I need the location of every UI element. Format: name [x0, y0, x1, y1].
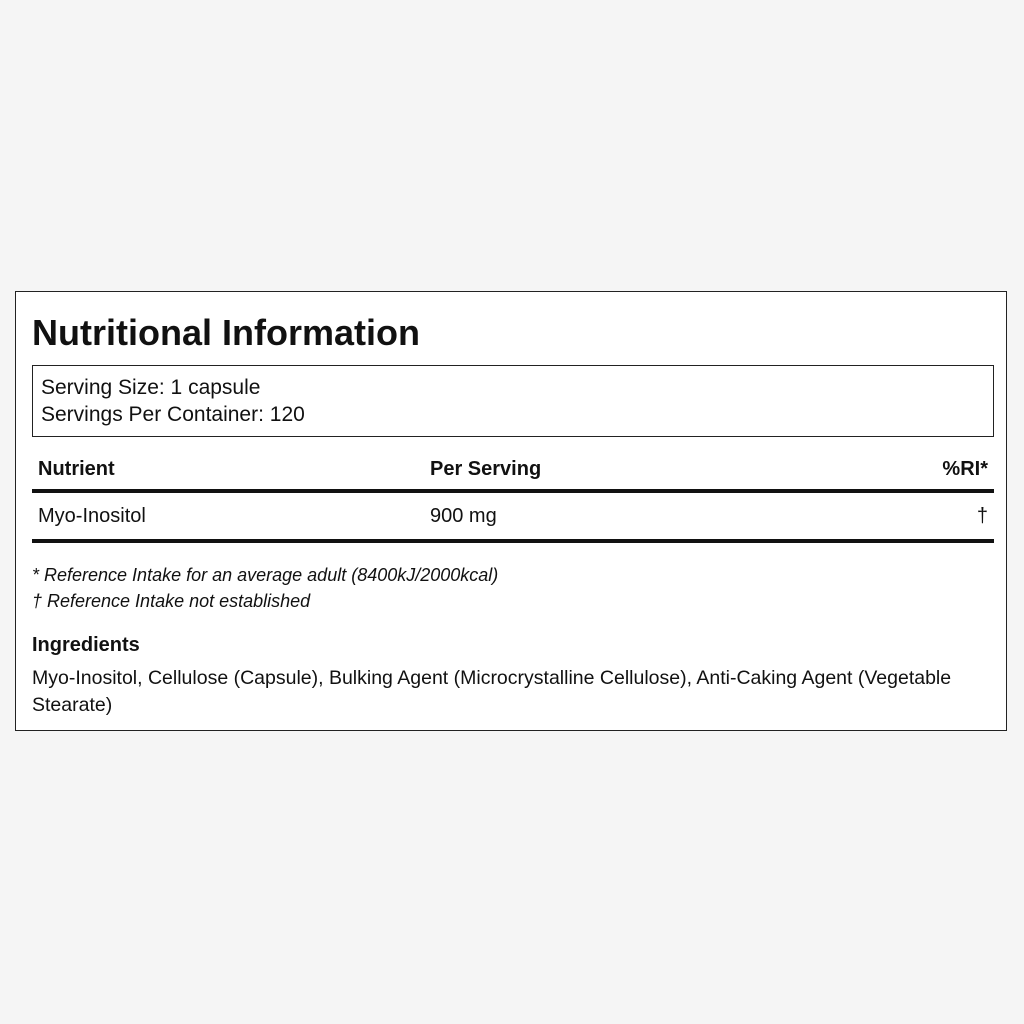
footnotes	[32, 562, 994, 614]
nutrition-label	[15, 291, 1007, 731]
ingredients-list: Myo-Inositol, Cellulose (Capsule), Bulking Agent (Microcrystalline Cellulose), Anti-Caking Agent (Vegetable Stearate)	[32, 667, 952, 716]
label-title: Nutritional Information	[32, 312, 420, 353]
table-header-row	[32, 449, 994, 493]
footnote-reference-intake: * Reference Intake for an average adult (8400kJ/2000kcal)	[32, 565, 499, 585]
servings-per-container: Servings Per Container: 120	[41, 403, 305, 426]
ingredients-heading: Ingredients	[32, 634, 140, 656]
serving-info-box	[32, 365, 994, 437]
header-per-serving: Per Serving	[430, 458, 542, 480]
row-per-serving-value: 900 mg	[430, 505, 497, 527]
table-row	[32, 493, 994, 543]
row-nutrient-name: Myo-Inositol	[38, 505, 146, 527]
header-nutrient: Nutrient	[38, 458, 115, 480]
footnote-not-established: † Reference Intake not established	[32, 591, 311, 611]
nutrient-table	[32, 449, 994, 543]
serving-size: Serving Size: 1 capsule	[41, 376, 261, 399]
header-ri: %RI*	[942, 458, 988, 480]
row-ri-value: †	[976, 505, 988, 527]
